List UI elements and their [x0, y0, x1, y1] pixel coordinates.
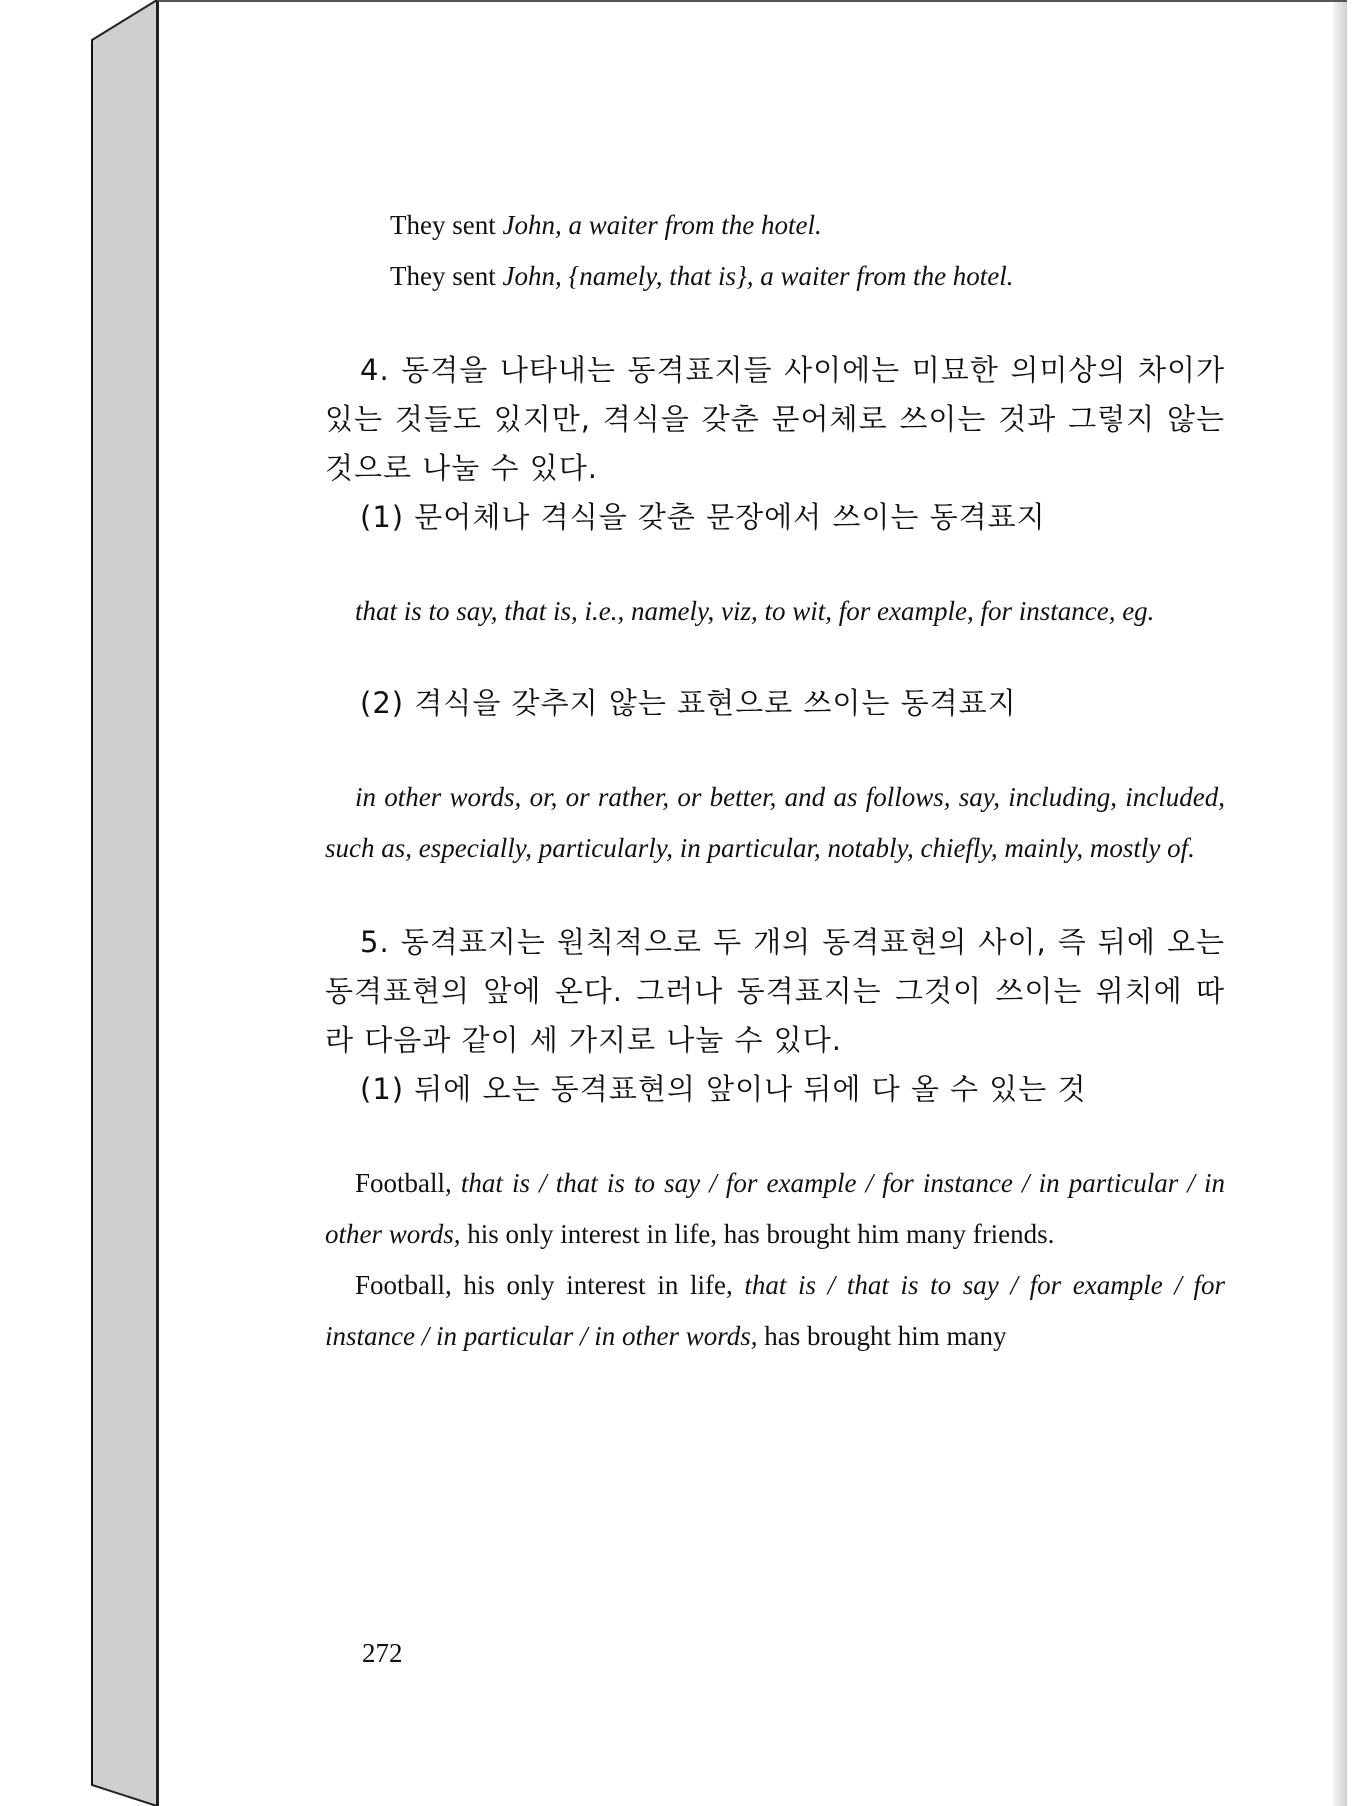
section-4-item-2: (2) 격식을 갖추지 않는 표현으로 쓰이는 동격표지 [360, 686, 1017, 720]
example-plain: They sent [390, 210, 503, 240]
informal-markers-text: in other words, or, or rather, or better, and as follows, say, including, included, such as, especially, particularly, in particular, notably, chiefly, mainly, mostly of. [325, 782, 1225, 863]
formal-markers-text: that is to say, that is, i.e., namely, viz, to wit, for example, for instance, eg. [355, 596, 1155, 626]
example-plain: They sent [390, 261, 503, 291]
example-plain: Football, [355, 1168, 461, 1198]
section-5-item-1: (1) 뒤에 오는 동격표현의 앞이나 뒤에 다 올 수 있는 것 [360, 1072, 1087, 1106]
example-sentence-2a [325, 1158, 1225, 1260]
section-4-item-1: (1) 문어체나 격식을 갖춘 문장에서 쓰이는 동격표지 [360, 500, 1046, 534]
book-spine [0, 0, 160, 1806]
section-4-paragraph: 4. 동격을 나타내는 동격표지들 사이에는 미묘한 의미상의 차이가 있는 것들도 있지만, 격식을 갖춘 문어체로 쓰이는 것과 그렇지 않는 것으로 나눌 수 있다. [325, 353, 1225, 485]
informal-markers-list [325, 772, 1225, 874]
example-plain: has brought him many [757, 1321, 1007, 1351]
page-number: 272 [362, 1638, 403, 1668]
example-plain: Football, his only interest in life, [355, 1270, 745, 1300]
example-italic: John, {namely, that is}, a waiter from the hotel. [502, 261, 1014, 291]
section-5-paragraph: 5. 동격표지는 원칙적으로 두 개의 동격표현의 사이, 즉 뒤에 오는 동격표현의 앞에 온다. 그러나 동격표지는 그것이 쓰이는 위치에 따라 다음과 같이 세 가지로 나눌 수 있다. [325, 925, 1225, 1057]
example-sentence-2b [325, 1260, 1225, 1362]
example-sentence-1b [325, 251, 1225, 302]
page-content [325, 200, 1225, 1362]
example-italic: that is / that is to say / for example / for instance / in particular / in other words, [325, 1270, 1225, 1351]
example-plain: his only interest in life, has brought him many friends. [460, 1219, 1055, 1249]
formal-markers-list [325, 586, 1225, 637]
example-sentence-1a [325, 200, 1225, 251]
example-italic: that is / that is to say / for example / for instance / in particular / in other words, [325, 1168, 1225, 1249]
example-italic: John, a waiter from the hotel. [502, 210, 822, 240]
page-edge [1333, 2, 1347, 1806]
